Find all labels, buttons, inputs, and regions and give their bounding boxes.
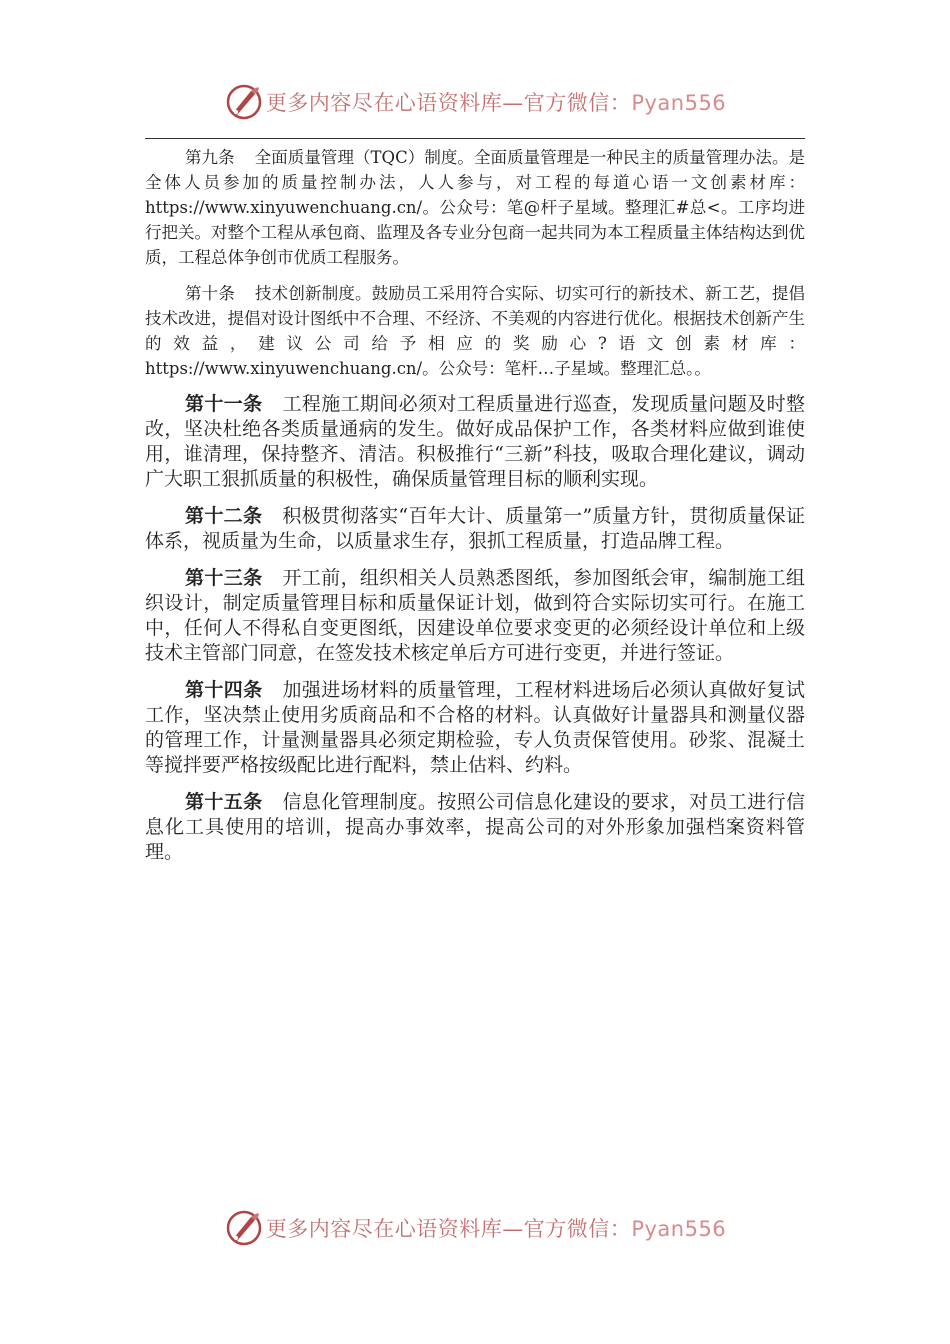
header-divider	[145, 138, 805, 139]
article-text: 积极贯彻落实“百年大计、质量第一”质量方针，贯彻质量保证体系，视质量为生命，以质量求生存，狠抓工程质量，打造品牌工程。	[145, 505, 805, 552]
footer-banner-text	[266, 1213, 726, 1243]
article-text: 技术创新制度。鼓励员工采用符合实际、切实可行的新技术、新工艺，提倡技术改进，提倡对设计图纸中不合理、不经济、不美观的内容进行优化。根据技术创新产生的效益，建议公司给予相应的奖励心?语文创素材库：https://www.xinyuwenchuang.cn/。公众号：笔杆…子星域。整理汇总。。	[145, 284, 806, 378]
article-text: 加强进场材料的质量管理，工程材料进场后必须认真做好复试工作，坚决禁止使用劣质商品和不合格的材料。认真做好计量器具和测量仪器的管理工作，计量测量器具必须定期检验，专人负责保管使用。砂浆、混凝土等搅拌要严格按级配比进行配料，禁止估料、约料。	[145, 679, 805, 776]
article-heading: 第十二条	[185, 505, 263, 527]
quill-pen-logo-icon	[224, 82, 264, 122]
header-wechat-id: Pyan556	[631, 91, 727, 115]
footer-banner-label: 更多内容尽在心语资料库—官方微信：	[265, 1217, 632, 1241]
article-text: 开工前，组织相关人员熟悉图纸，参加图纸会审，编制施工组织设计，制定质量管理目标和质量保证计划，做到符合实际切实可行。在施工中，任何人不得私自变更图纸，因建设单位要求变更的必须经设计单位和上级技术主管部门同意，在签发技术核定单后方可进行变更，并进行签证。	[145, 567, 805, 664]
article-13	[145, 566, 805, 666]
article-heading: 第九条	[185, 148, 235, 167]
article-text: 信息化管理制度。按照公司信息化建设的要求，对员工进行信息化工具使用的培训，提高办事效率，提高公司的对外形象加强档案资料管理。	[145, 791, 805, 863]
header-banner-text	[266, 87, 726, 117]
document-body	[145, 145, 805, 877]
article-11	[145, 392, 805, 492]
article-heading: 第十三条	[185, 567, 263, 589]
header-banner	[0, 80, 950, 124]
article-12	[145, 504, 805, 554]
article-15	[145, 790, 805, 865]
article-14	[145, 678, 805, 778]
footer-wechat-id: Pyan556	[631, 1217, 727, 1241]
header-banner-label: 更多内容尽在心语资料库—官方微信：	[265, 91, 632, 115]
article-10	[145, 281, 805, 381]
article-text: 工程施工期间必须对工程质量进行巡查，发现质量问题及时整改，坚决杜绝各类质量通病的发生。做好成品保护工作，各类材料应做到谁使用，谁清理，保持整齐、清洁。积极推行“三新”科技，吸取合理化建议，调动广大职工狠抓质量的积极性，确保质量管理目标的顺利实现。	[145, 393, 805, 490]
article-9	[145, 145, 805, 270]
quill-pen-logo-icon	[224, 1208, 264, 1248]
article-heading: 第十五条	[185, 791, 263, 813]
article-heading: 第十一条	[185, 393, 263, 415]
article-text: 全面质量管理（TQC）制度。全面质量管理是一种民主的质量管理办法。是全体人员参加的质量控制办法，人人参与，对工程的每道心语一文创素材库：https://www.xinyuwenchuang.cn/。公众号：笔@杆子星域。整理汇#总<。工序均进行把关。对整个工程从承包商、监理及各专业分包商一起共同为本工程质量主体结构达到优质，工程总体争创市优质工程服务。	[145, 148, 805, 267]
article-heading: 第十四条	[185, 679, 263, 701]
footer-banner	[0, 1206, 950, 1250]
article-heading: 第十条	[185, 284, 236, 303]
